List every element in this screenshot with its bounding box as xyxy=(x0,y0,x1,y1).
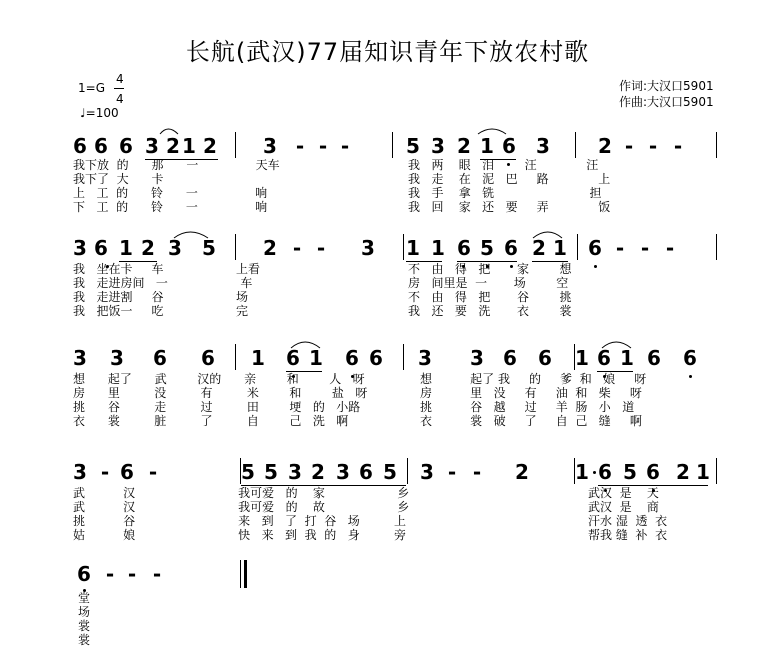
note: 3 xyxy=(336,460,350,484)
key-signature: 1=G xyxy=(78,81,105,95)
note: 1 xyxy=(406,236,420,260)
time-signature-line xyxy=(114,88,124,89)
note: 6 xyxy=(94,236,108,260)
lyric-line-3b: 不 由 得 把 谷 挑 xyxy=(408,290,572,304)
note: - xyxy=(673,134,683,158)
note: 6 xyxy=(502,134,516,158)
note: - xyxy=(316,236,326,260)
lyric-line-3: 挑 谷 来 到 了 打 谷 场 上 xyxy=(73,514,407,528)
lyric-line-1: 我 坐在卡 车 上看 xyxy=(73,262,260,276)
note: - xyxy=(615,236,625,260)
note: 1 xyxy=(431,236,445,260)
note: 6 xyxy=(73,134,87,158)
lyric-line-4: 衣 裳 脏 了 自 己 洗 啊 xyxy=(73,414,349,428)
note: 1 xyxy=(309,346,323,370)
note: 1 xyxy=(182,134,196,158)
lyric-line-2b: 武汉 是 商 xyxy=(588,500,659,514)
note: 1 xyxy=(553,236,567,260)
note: 1 xyxy=(575,460,589,484)
lyric-line-1b: 想 起了 我 的 爹 和 娘 呀 xyxy=(420,372,647,386)
note: 3 xyxy=(145,134,159,158)
note: - xyxy=(340,134,350,158)
note: 6 xyxy=(286,346,300,370)
note: - xyxy=(295,134,305,158)
lyric-line-4b: 帮我 缝 补 衣 xyxy=(588,528,668,542)
note: 3 xyxy=(418,346,432,370)
lyric-line-2: 我下了 大 卡 xyxy=(73,172,164,186)
note: - xyxy=(447,460,457,484)
note: 6 xyxy=(119,134,133,158)
note: - xyxy=(472,460,482,484)
note: 6 xyxy=(538,346,552,370)
lyric-line-2: 房 里 没 有 米 和 盐 呀 xyxy=(73,386,368,400)
note: 3 xyxy=(288,460,302,484)
hold-dash: - xyxy=(127,562,137,586)
lyricist-credit: 作词:大汉口5901 xyxy=(619,79,714,93)
note: 6 xyxy=(597,346,611,370)
note: 3 xyxy=(361,236,375,260)
lyric-line-4b: 我 回 家 还 要 弄 饭 xyxy=(408,200,611,214)
note: 1 xyxy=(696,460,710,484)
note: 3 xyxy=(263,134,277,158)
note: - xyxy=(318,134,328,158)
final-lyric-1: 堂 xyxy=(78,591,91,605)
note: 2 xyxy=(457,134,471,158)
lyric-line-4b: 衣 裳 破 了 自 己 缝 啊 xyxy=(420,414,642,428)
lyric-line-1: 武 汉 我可爱 的 家 乡 xyxy=(73,486,410,500)
bar-line xyxy=(407,458,408,484)
final-bar-thin xyxy=(240,560,241,588)
lyric-line-3: 上 工 的 铃 一 响 xyxy=(73,186,268,200)
bar-line xyxy=(716,458,717,484)
note: 1 xyxy=(119,236,133,260)
note: 3 xyxy=(470,346,484,370)
note: 6 xyxy=(598,460,612,484)
final-note: 6 xyxy=(77,562,91,586)
lyric-line-3b: 我 手 拿 铣 担 xyxy=(408,186,602,200)
lyric-line-1b: 不 由 得 把 家 想 xyxy=(408,262,572,276)
final-lyric-4: 裳 xyxy=(78,633,91,647)
note: 5 xyxy=(241,460,255,484)
lyric-line-4: 姑 娘 快 来 到 我 的 身 旁 xyxy=(73,528,407,542)
note: 2 xyxy=(166,134,180,158)
note: 6 xyxy=(503,346,517,370)
lyric-line-3b: 挑 谷 越 过 羊 肠 小 道 xyxy=(420,400,635,414)
final-lyric-2: 场 xyxy=(78,605,91,619)
note: 2 xyxy=(311,460,325,484)
note: - xyxy=(665,236,675,260)
note: 2 xyxy=(676,460,690,484)
note: 5 xyxy=(623,460,637,484)
note: 6 xyxy=(647,346,661,370)
note: 2 xyxy=(263,236,277,260)
lyric-line-1b: 我 两 眼 泪 汪 汪 xyxy=(408,158,599,172)
note: - xyxy=(148,460,158,484)
lyric-line-3: 挑 谷 走 过 田 埂 的 小路 xyxy=(73,400,361,414)
hold-dash: - xyxy=(152,562,162,586)
lyric-line-2b: 我 走 在 泥 巴 路 上 xyxy=(408,172,611,186)
note: 6 xyxy=(457,236,471,260)
note: - xyxy=(624,134,634,158)
tempo-marking: ♩=100 xyxy=(80,106,119,120)
note: 6 xyxy=(345,346,359,370)
note: 6 xyxy=(153,346,167,370)
note: 3 xyxy=(73,346,87,370)
lyric-line-4b: 我 还 要 洗 衣 裳 xyxy=(408,304,572,318)
lyric-line-2: 我 走进房间 一 车 xyxy=(73,276,253,290)
note: 6 xyxy=(201,346,215,370)
note: 6 xyxy=(683,346,697,370)
note: 6 xyxy=(588,236,602,260)
note: - xyxy=(648,134,658,158)
note: 3 xyxy=(73,236,87,260)
time-signature-bottom: 4 xyxy=(116,92,124,106)
note: 5 xyxy=(480,236,494,260)
note: 3 xyxy=(168,236,182,260)
note: 5 xyxy=(202,236,216,260)
lyric-line-2b: 房 里 没 有 油 和 柴 呀 xyxy=(420,386,642,400)
note: 2 xyxy=(532,236,546,260)
note: 5 xyxy=(406,134,420,158)
note: 3 xyxy=(431,134,445,158)
lyric-line-3b: 汗水 湿 透 衣 xyxy=(588,514,668,528)
final-lyric-3: 裳 xyxy=(78,619,91,633)
composer-credit: 作曲:大汉口5901 xyxy=(619,95,714,109)
note: 3 xyxy=(73,460,87,484)
note: 1 xyxy=(480,134,494,158)
note: 3 xyxy=(110,346,124,370)
note: 3 xyxy=(420,460,434,484)
dotted-note-dot xyxy=(593,471,596,474)
note: 6 xyxy=(94,134,108,158)
lyric-line-4: 下 工 的 铃 一 响 xyxy=(73,200,268,214)
note: - xyxy=(292,236,302,260)
lyric-line-1: 想 起了 武 汉的 亲 和 人 呀 xyxy=(73,372,365,386)
lyric-line-4: 我 把饭一 吃 完 xyxy=(73,304,248,318)
hold-dash: - xyxy=(105,562,115,586)
lyric-line-3: 我 走进割 谷 场 xyxy=(73,290,248,304)
song-title: 长航(武汉)77届知识青年下放农村歌 xyxy=(185,38,590,66)
note: 5 xyxy=(383,460,397,484)
note: - xyxy=(100,460,110,484)
note: 2 xyxy=(515,460,529,484)
note: 2 xyxy=(598,134,612,158)
note: 1 xyxy=(251,346,265,370)
note: 2 xyxy=(203,134,217,158)
note: 5 xyxy=(264,460,278,484)
lyric-line-1: 我下放 的 那 一 天车 xyxy=(73,158,280,172)
lyric-line-2b: 房 间里是 一 场 空 xyxy=(408,276,569,290)
time-signature-top: 4 xyxy=(116,72,124,86)
note: 2 xyxy=(141,236,155,260)
note: 1 xyxy=(620,346,634,370)
note: 6 xyxy=(120,460,134,484)
lyric-line-2: 武 汉 我可爱 的 故 乡 xyxy=(73,500,410,514)
lyric-line-1b: 武汉 是 天 xyxy=(588,486,659,500)
note: 1 xyxy=(575,346,589,370)
final-bar-thick xyxy=(244,560,247,588)
note: 6 xyxy=(359,460,373,484)
note: 6 xyxy=(646,460,660,484)
quarter-note-icon: ♩ xyxy=(80,106,86,120)
note: - xyxy=(640,236,650,260)
note: 6 xyxy=(369,346,383,370)
note: 3 xyxy=(536,134,550,158)
note: 6 xyxy=(504,236,518,260)
